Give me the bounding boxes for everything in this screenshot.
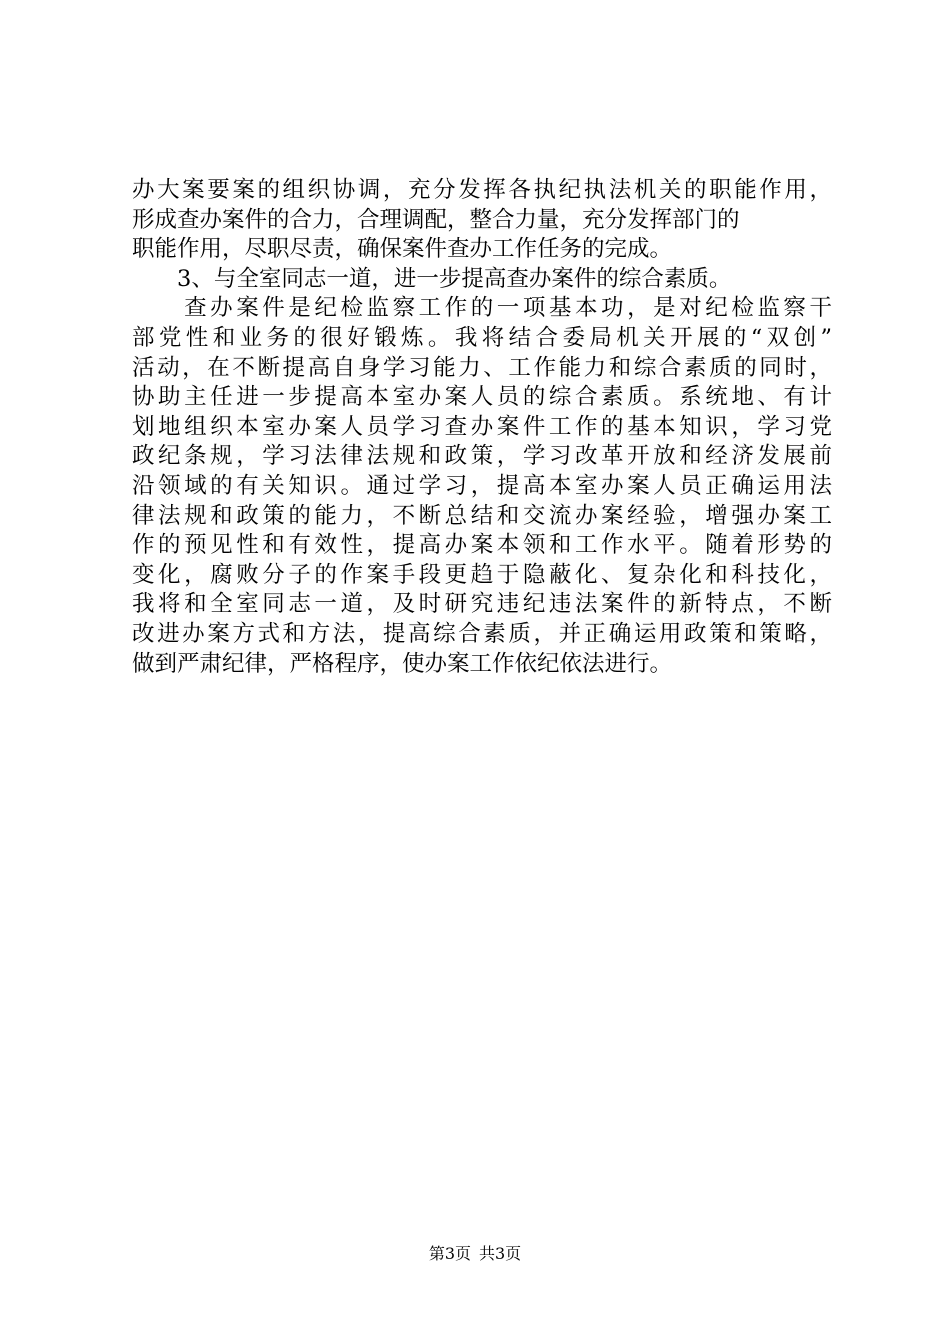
text-line-3: 职能作用，尽职尽责，确保案件查办工作任务的完成。 (132, 236, 673, 263)
text-line-15: 我将和全室同志一道，及时研究违纪违法案件的新特点，不断 (132, 591, 832, 618)
text-line-16: 改进办案方式和方法，提高综合素质，并正确运用政策和策略， (132, 620, 832, 647)
page-footer (0, 1244, 950, 1264)
text-line-13: 作的预见性和有效性，提高办案本领和工作水平。随着形势的 (132, 532, 832, 559)
text-line-11: 沿领域的有关知识。通过学习，提高本室办案人员正确运用法 (132, 472, 832, 499)
text-line-9: 划地组织本室办案人员学习查办案件工作的基本知识，学习党 (132, 413, 832, 440)
text-line-1: 办大案要案的组织协调，充分发挥各执纪执法机关的职能作用， (132, 177, 832, 203)
text-line-8: 协助主任进一步提高本室办案人员的综合素质。系统地、有计 (132, 384, 832, 411)
text-line-10: 政纪条规，学习法律法规和政策，学习改革开放和经济发展前 (132, 443, 832, 470)
text-line-17: 做到严肃纪律，严格程序，使办案工作依纪依法进行。 (132, 650, 673, 677)
text-line-5: 查办案件是纪检监察工作的一项基本功，是对纪检监察干 (132, 295, 832, 322)
section-heading-3: 3、与全室同志一道，进一步提高查办案件的综合素质。 (132, 265, 732, 292)
text-line-7: 活动，在不断提高自身学习能力、工作能力和综合素质的同时， (132, 354, 832, 381)
page-number: 第3页 (428, 1244, 471, 1263)
text-line-12: 律法规和政策的能力，不断总结和交流办案经验，增强办案工 (132, 502, 832, 529)
text-line-2: 形成查办案件的合力，合理调配，整合力量，充分发挥部门的 (132, 206, 740, 233)
text-line-14: 变化，腐败分子的作案手段更趋于隐蔽化、复杂化和科技化， (132, 561, 832, 588)
page-total: 共3页 (479, 1244, 522, 1263)
text-line-6: 部党性和业务的很好锻炼。我将结合委局机关开展的“双创” (132, 324, 832, 351)
document-body (132, 176, 832, 679)
